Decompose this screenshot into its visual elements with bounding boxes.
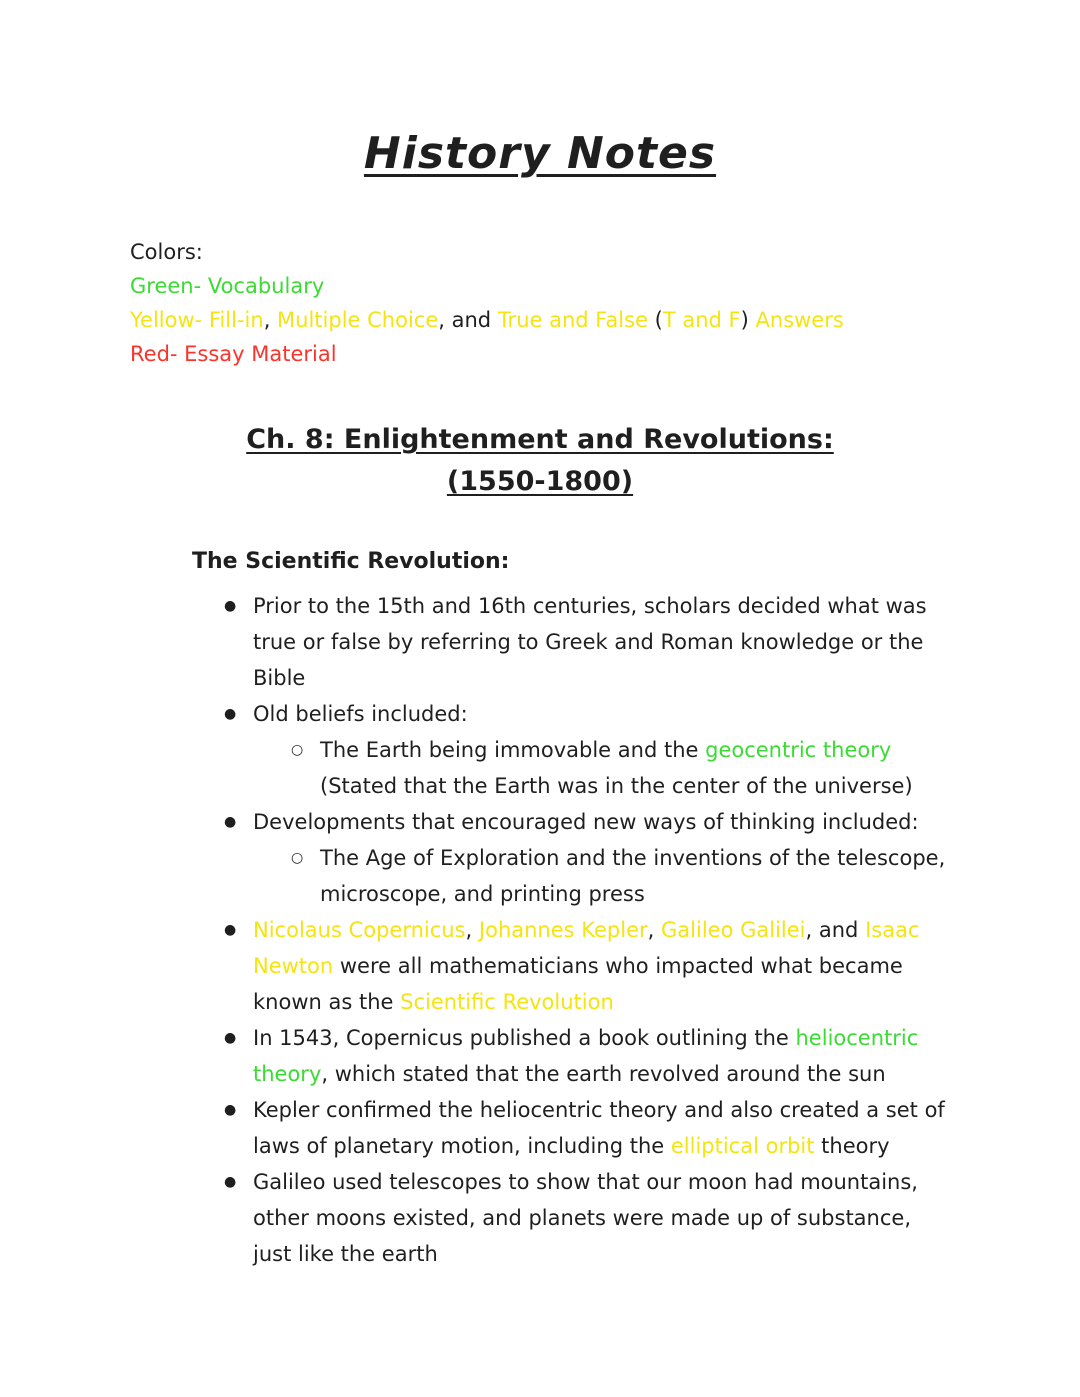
text-segment-green: heliocentric theory (253, 1026, 919, 1086)
text-segment-black: Galileo used telescopes to show that our moon had mountains, other moons existed, and planets were made up of substance, just like the earth (253, 1170, 918, 1266)
text-segment-green: geocentric theory (705, 738, 892, 762)
text-segment-black: ) (740, 308, 756, 332)
text-segment-yellow: Scientific Revolution (400, 990, 614, 1014)
text-segment-black: , (465, 918, 479, 942)
text-segment-black: theory (814, 1134, 890, 1158)
text-segment-yellow: Isaac Newton (253, 918, 920, 978)
bullet-item (291, 840, 1080, 912)
disc-bullet-icon: ● (224, 814, 237, 830)
bullet-text (253, 588, 953, 696)
bullet-text (253, 1164, 953, 1272)
text-segment-black: Prior to the 15th and 16th centuries, scholars decided what was true or false by referring to Greek and Roman knowledge or the Bible (253, 594, 927, 690)
text-segment-black: Kepler confirmed the heliocentric theory and also created a set of laws of planetary motion, including the (253, 1098, 945, 1158)
legend-line (130, 269, 1080, 303)
bullet-item (224, 804, 1080, 840)
circle-bullet-icon: ○ (291, 850, 304, 866)
text-segment-yellow: True and False (497, 308, 648, 332)
bullet-text (253, 1092, 953, 1164)
text-segment-black: , which stated that the earth revolved around the sun (321, 1062, 886, 1086)
legend-line (130, 337, 1080, 371)
bullet-text (320, 732, 952, 804)
bullet-item (291, 732, 1080, 804)
text-segment-black: , and (438, 308, 498, 332)
text-segment-yellow: Yellow- Fill-in (130, 308, 264, 332)
text-segment-yellow: Nicolaus Copernicus (253, 918, 466, 942)
chapter-heading (0, 419, 1080, 503)
circle-bullet-icon: ○ (291, 742, 304, 758)
text-segment-yellow: Johannes Kepler (478, 918, 648, 942)
document-title: History Notes (363, 128, 717, 179)
section-heading: The Scientific Revolution: (192, 549, 510, 574)
text-segment-yellow: Answers (755, 308, 844, 332)
chapter-date-range: (1550-1800) (446, 466, 634, 497)
bullet-text (253, 696, 468, 732)
bullet-item (224, 1164, 1080, 1272)
text-segment-black: Developments that encouraged new ways of thinking included: (253, 810, 919, 834)
text-segment-black: , (647, 918, 662, 942)
bullet-item (224, 1092, 1080, 1164)
bullet-text (253, 912, 953, 1020)
bullet-text (253, 1020, 953, 1092)
bullet-text (253, 804, 919, 840)
text-segment-yellow: elliptical orbit (670, 1134, 815, 1158)
text-segment-red: Red- Essay Material (130, 342, 337, 366)
text-segment-black: The Age of Exploration and the inventions of the telescope, microscope, and printing press (320, 846, 946, 906)
disc-bullet-icon: ● (224, 706, 237, 722)
legend-lines (130, 269, 1080, 371)
bullet-text (320, 840, 952, 912)
notes-bullet-list (0, 588, 1080, 1272)
text-segment-black: , and (805, 918, 866, 942)
disc-bullet-icon: ● (224, 598, 237, 614)
text-segment-black: In 1543, Copernicus published a book outlining the (253, 1026, 796, 1050)
color-legend (130, 235, 1080, 371)
text-segment-yellow: Galileo Galilei (661, 918, 806, 942)
text-segment-black: The Earth being immovable and the (320, 738, 706, 762)
chapter-title-line: Ch. 8: Enlightenment and Revolutions: (246, 424, 834, 455)
bullet-item (224, 912, 1080, 1020)
disc-bullet-icon: ● (224, 922, 237, 938)
disc-bullet-icon: ● (224, 1174, 237, 1190)
text-segment-yellow: Multiple Choice (277, 308, 439, 332)
text-segment-black: (Stated that the Earth was in the center of the universe) (320, 774, 913, 798)
bullet-item (224, 696, 1080, 732)
bullet-item (224, 1020, 1080, 1092)
legend-heading: Colors: (130, 240, 203, 264)
disc-bullet-icon: ● (224, 1030, 237, 1046)
bullet-item (224, 588, 1080, 696)
text-segment-black: , (263, 308, 278, 332)
text-segment-yellow: T and F (662, 308, 741, 332)
disc-bullet-icon: ● (224, 1102, 237, 1118)
text-segment-black: were all mathematicians who impacted what became known as the (253, 954, 903, 1014)
text-segment-black: ( (648, 308, 663, 332)
legend-line (130, 303, 1080, 337)
text-segment-black: Old beliefs included: (253, 702, 468, 726)
text-segment-green: Green- Vocabulary (130, 274, 325, 298)
